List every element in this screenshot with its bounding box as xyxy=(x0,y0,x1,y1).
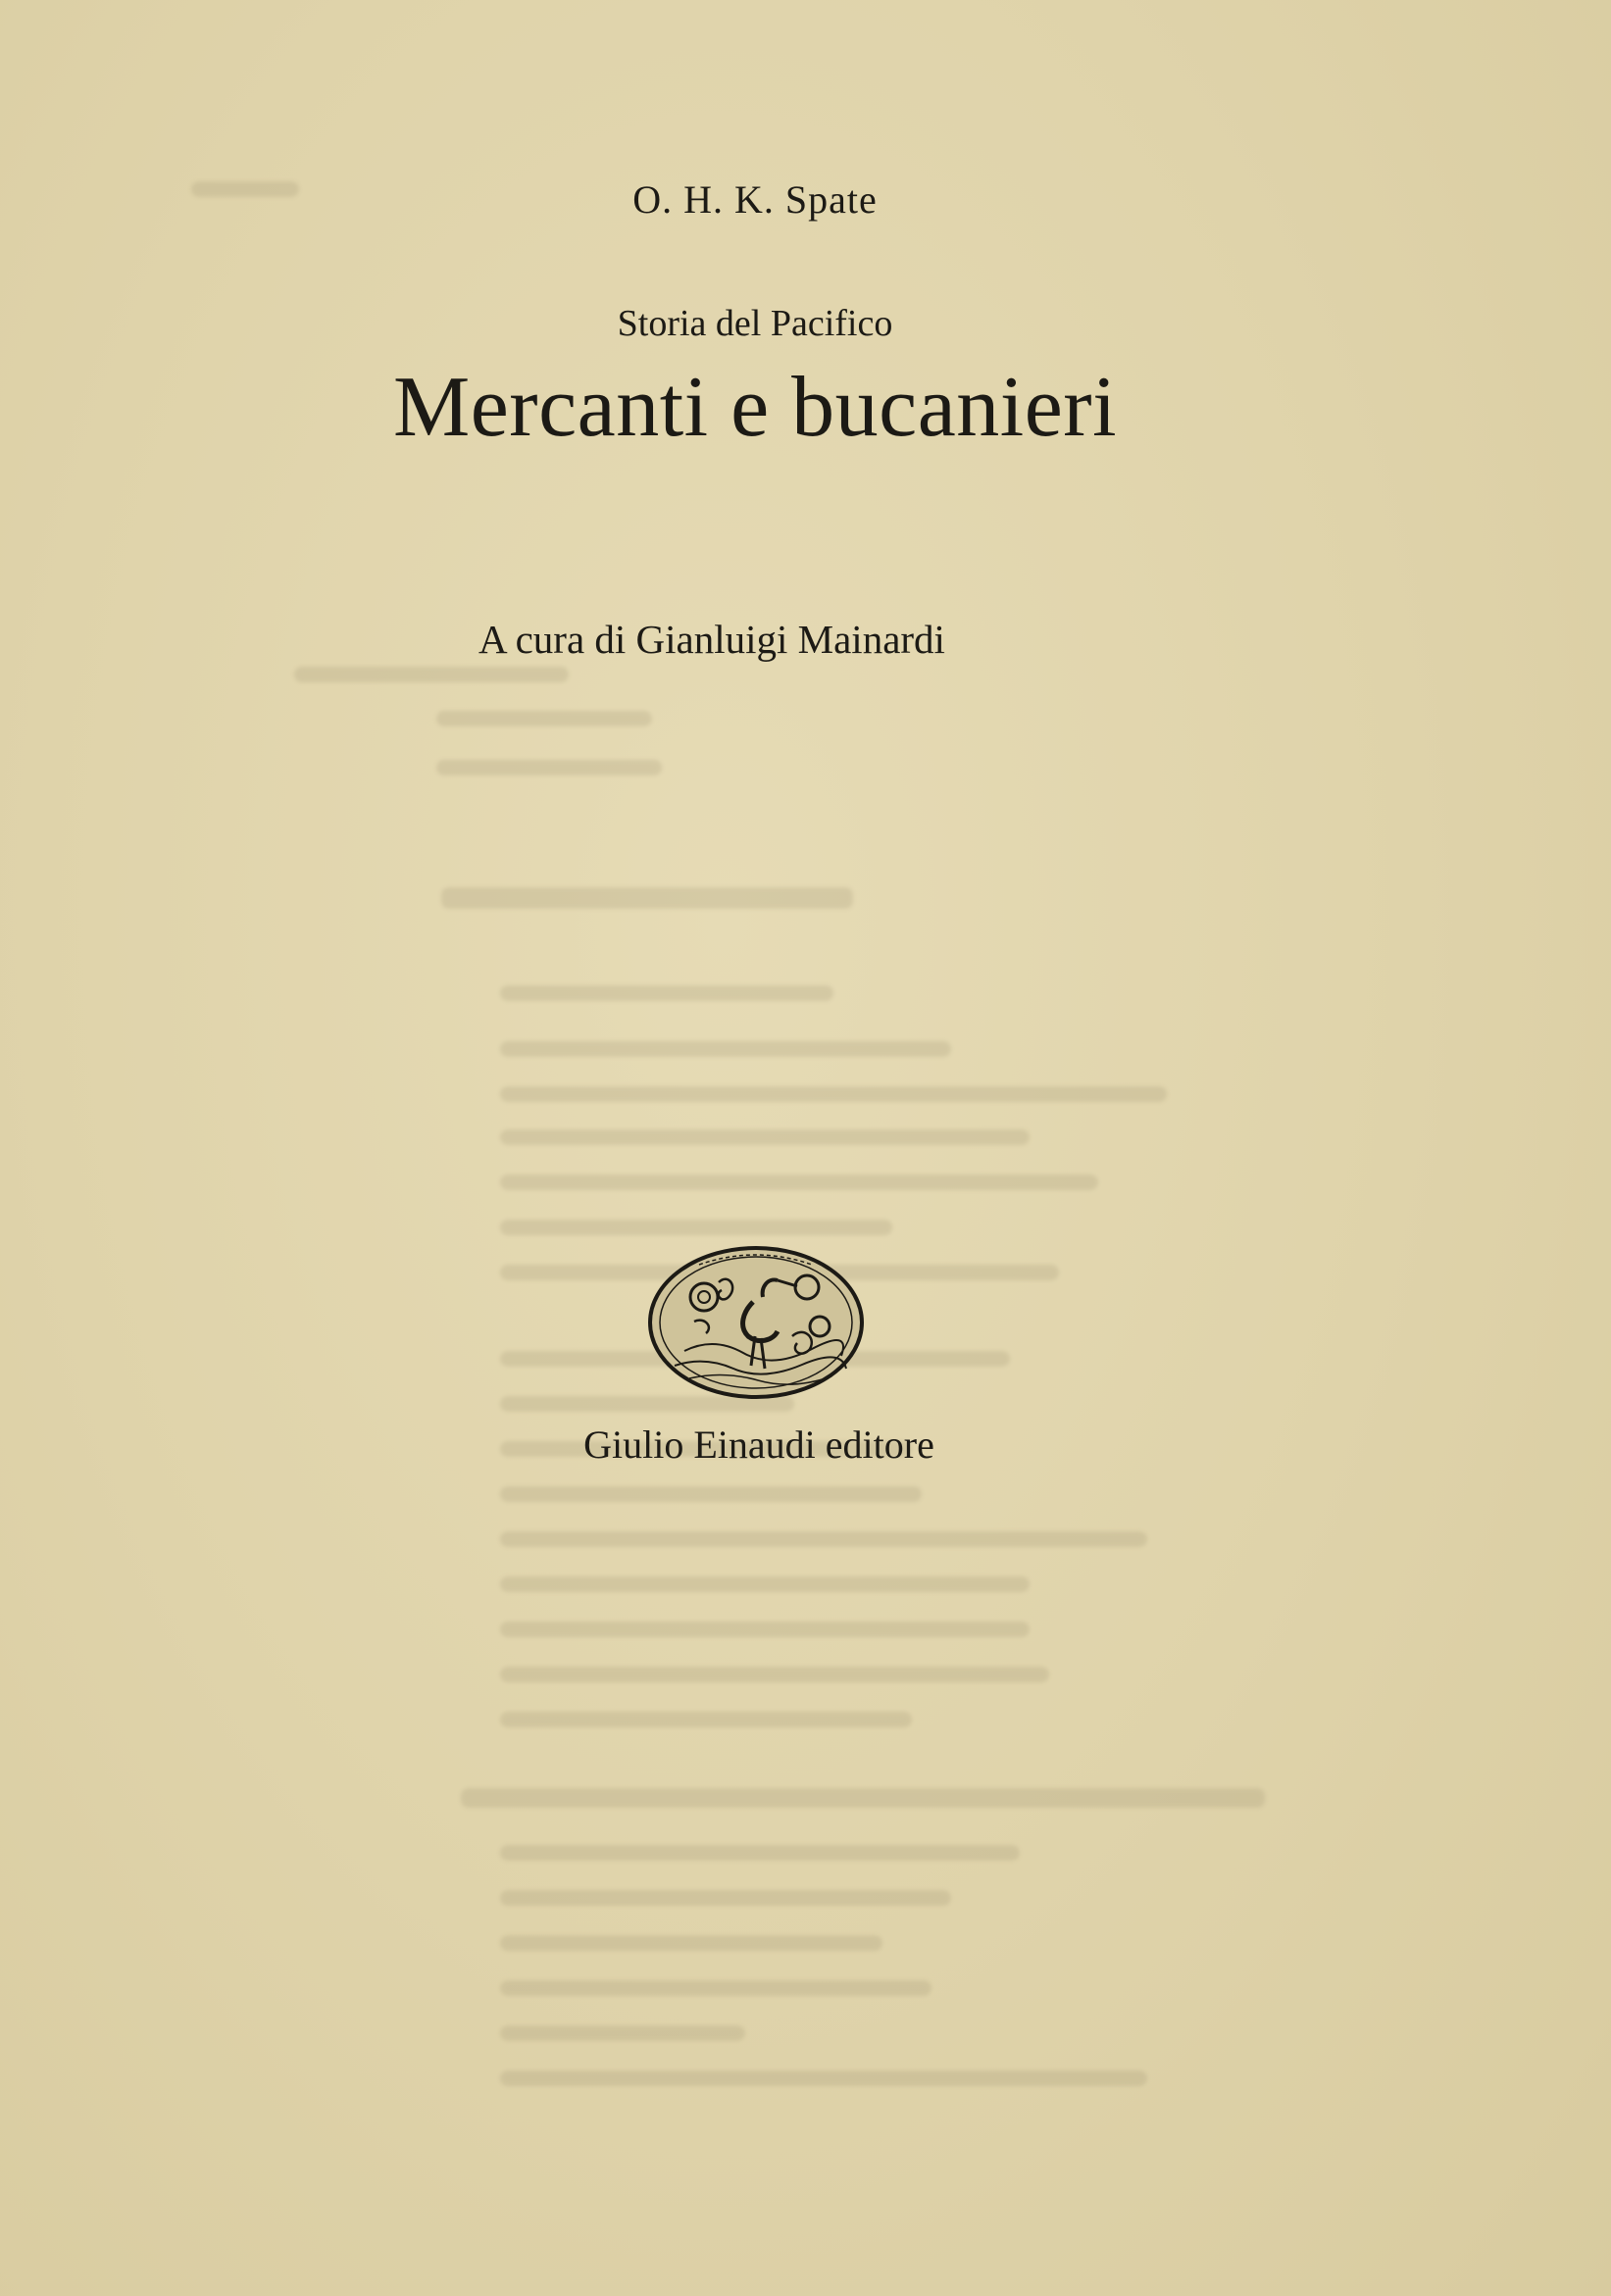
publisher-emblem-icon xyxy=(645,1243,867,1402)
book-title: Mercanti e bucanieri xyxy=(392,360,1118,455)
publisher-name: Giulio Einaudi editore xyxy=(583,1423,934,1467)
author-name: O. H. K. Spate xyxy=(632,177,878,222)
series-title: Storia del Pacifico xyxy=(617,303,893,344)
editor-credit: A cura di Gianluigi Mainardi xyxy=(478,617,945,662)
